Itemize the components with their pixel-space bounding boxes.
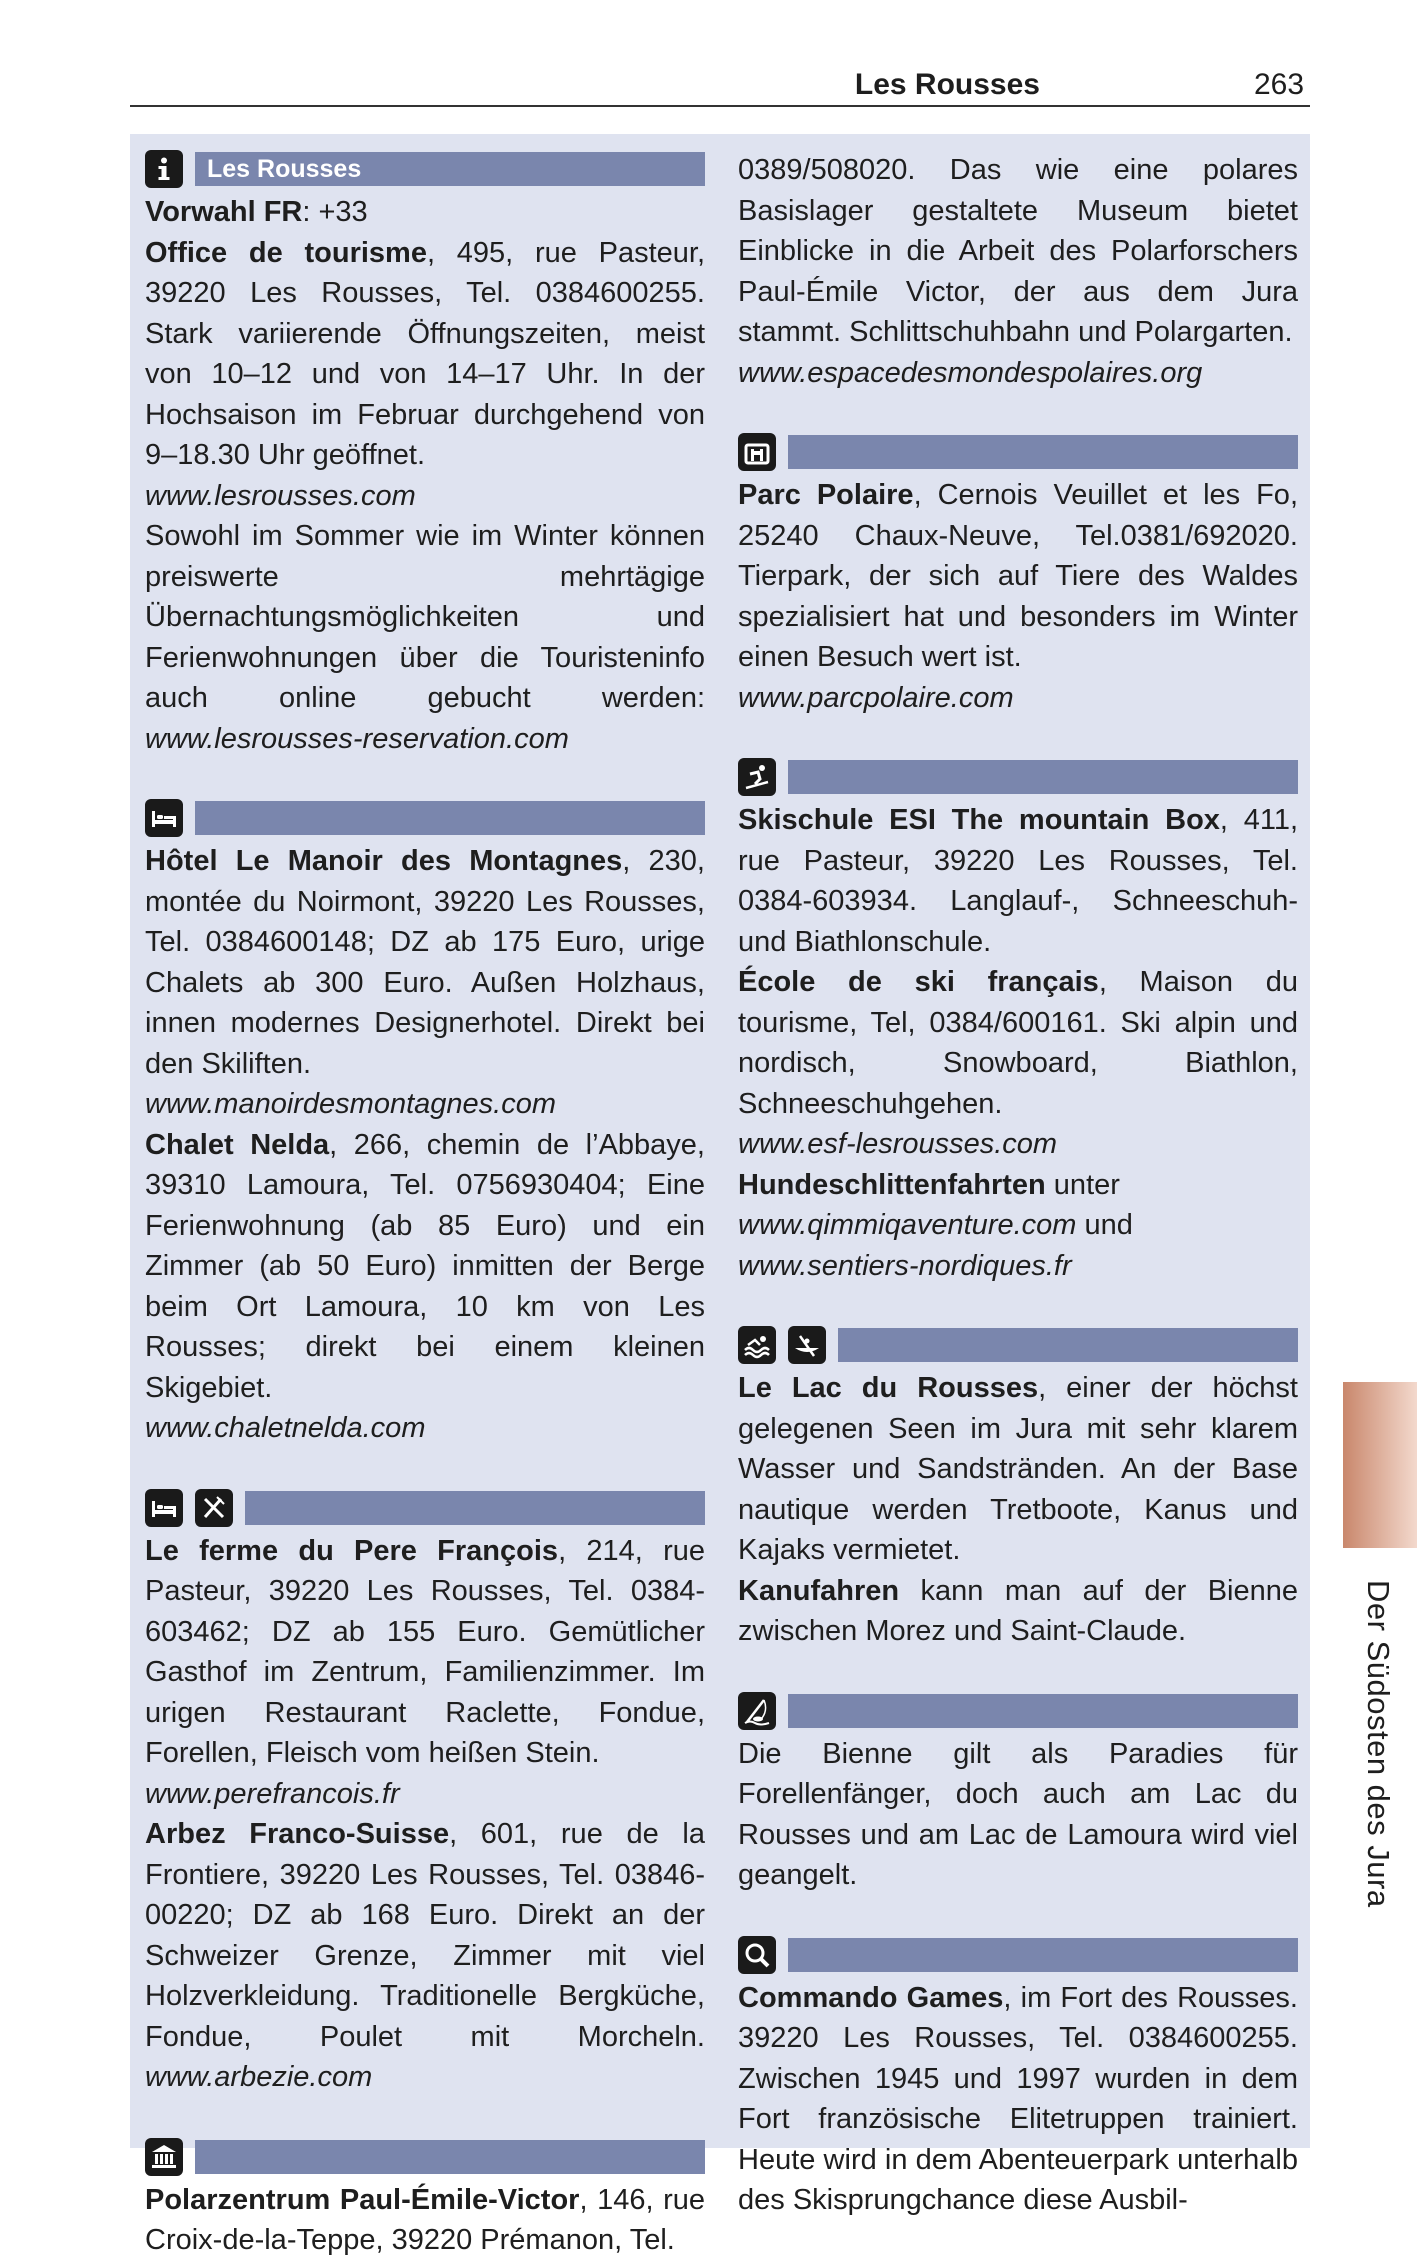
magnifier-icon [738, 1936, 776, 1974]
museum-text: Polarzentrum Paul-Émile-Victor, 146, rue Croix-de-la-Teppe, 39220 Prémanon, Tel. [145, 2183, 705, 2256]
link[interactable]: www.manoirdesmontagnes.com [145, 1088, 557, 1120]
museum-continued-text: 0389/508020. Das wie eine polares Basislager gestaltete Museum bietet Einblicke in die Arbeit des Polarforschers Paul-Émile Victor, der aus dem Jura stammt. Schlittschuhbahn und Polargarten. www.espacedesmondespolaires.org [738, 154, 1298, 389]
link[interactable]: www.parcpolaire.com [738, 681, 1014, 714]
page-number: 263 [1254, 68, 1305, 101]
section-bar-fishing [738, 1692, 1298, 1730]
fishing-icon [738, 1692, 776, 1730]
link[interactable]: www.arbezie.com [145, 2061, 373, 2093]
section-bar-info [145, 150, 705, 188]
section-bar-games [738, 1936, 1298, 1974]
link[interactable]: www.esf-lesrousses.com [738, 1128, 1058, 1160]
ski-text: Skischule ESI The mountain Box, 411, rue Pasteur, 39220 Les Rousses, Tel. 0384-603934. Langlauf-, Schneeschuh- und Biathlonschule. École de ski français, Maison du tourisme, Tel, 0384/600161. Ski alpin und nordisch, Snowboard, Biathlon, Schneeschuhgehen. www.esf-lesrousses.com Hundeschlittenfahrten unter www.qimmiqaventure.com und www.sentiers-nordiques.fr [738, 804, 1299, 1282]
hotel-food-text: Le ferme du Pere François, 214, rue Pasteur, 39220 Les Rousses, Tel. 0384-603462; DZ ab 155 Euro. Gemütlicher Gasthof im Zentrum, Familienzimmer. Im urigen Restaurant Raclette, Fondue, Forellen, Fleisch vom heißen Stein. www.perefrancois.fr Arbez Franco-Suisse, 601, rue de la Frontiere, 39220 Les Rousses, Tel. 03846-00220; DZ ab 168 Euro. Direkt an der Schweizer Grenze, Zimmer mit viel Holzverkleidung. Traditionelle Bergküche, Fondue, Poulet mit Morcheln. www.arbezie.com [145, 1534, 705, 2093]
bed-icon [145, 1489, 183, 1527]
chapter-side-label: Der Südosten des Jura [1361, 1580, 1396, 1908]
info-text: Vorwahl FR: +33 Office de tourisme, 495, rue Pasteur, 39220 Les Rousses, Tel. 0384600255. Stark variierende Öffnungszeiten, meist von 10–12 und von 14–17 Uhr. In der Hochsaison im Februar durchgehend von 9–18.30 Uhr geöffnet. www.lesrousses.com Sowohl im Sommer wie im Winter können preiswerte mehrtägige Übernachtungsmöglichkeiten und Ferienwohnungen über die Touristeninfo auch online gebucht werden: www.lesrousses-reservation.com [145, 196, 706, 755]
hotel-text: Hôtel Le Manoir des Montagnes, 230, montée du Noirmont, 39220 Les Rousses, Tel. 0384600148; DZ ab 175 Euro, urige Chalets ab 300 Euro. Außen Holzhaus, innen modernes Designerhotel. Direkt bei den Skiliften. www.manoirdesmontagnes.com Chalet Nelda, 266, chemin de l’Abbaye, 39310 Lamoura, Tel. 0756930404; Eine Ferienwohnung (ab 85 Euro) und ein Zimmer (ab 50 Euro) inmitten der Berge beim Ort Lamoura, 10 km von Les Rousses; direkt bei einem kleinen Skigebiet. www.chaletnelda.com [145, 845, 705, 1444]
running-header-title: Les Rousses [854, 68, 1040, 101]
swimming-icon [738, 1326, 776, 1364]
right-column [738, 150, 1298, 2221]
ski-icon [738, 758, 776, 796]
link[interactable]: www.chaletnelda.com [145, 1412, 426, 1444]
section-bar-zoo [738, 433, 1298, 471]
section-bar-museum [145, 2138, 705, 2176]
zoo-icon [738, 433, 776, 471]
zoo-text: Parc Polaire, Cernois Veuillet et les Fo, 25240 Chaux-Neuve, Tel.0381/692020. Tierpark, der sich auf Tiere des Waldes spezialisiert hat und besonders im Winter einen Besuch wert ist. www.parcpolaire.com [738, 479, 1298, 714]
info-icon [145, 150, 183, 188]
link[interactable]: www.perefrancois.fr [145, 1777, 400, 1810]
link[interactable]: www.qimmiqaventure.com [738, 1209, 1077, 1241]
left-column [145, 150, 705, 2261]
lake-text: Le Lac du Rousses, einer der höchst gelegenen Seen im Jura mit sehr klarem Wasser und Sandstränden. An der Base nautique werden Tretboote, Kanus und Kajaks vermietet. Kanufahren kann man auf der Bienne zwischen Morez und Saint-Claude. [738, 1372, 1298, 1647]
chapter-thumb-tab [1343, 1382, 1417, 1548]
section-bar-hotel-food [145, 1489, 705, 1527]
museum-icon [145, 2138, 183, 2176]
section-bar-hotels [145, 799, 705, 837]
cutlery-icon [195, 1489, 233, 1527]
header-rule [130, 105, 1310, 107]
fishing-text: Die Bienne gilt als Paradies für Forellenfänger, doch auch am Lac du Rousses und am Lac de Lamoura wird viel geangelt. [738, 1737, 1298, 1891]
games-text: Commando Games, im Fort des Rousses. 39220 Les Rousses, Tel. 0384600255. Zwischen 1945 und 1997 wurden in dem Fort französische Elitetruppen trainiert. Heute wird in dem Abenteuerpark unterhalb des Skisprungchance diese Ausbil- [738, 1981, 1298, 2216]
link[interactable]: www.sentiers-nordiques.fr [738, 1249, 1072, 1282]
canoe-icon [788, 1326, 826, 1364]
link[interactable]: www.espacedesmondespolaires.org [738, 356, 1203, 389]
section-bar-lake [738, 1326, 1298, 1364]
link[interactable]: www.lesrousses.com [145, 479, 416, 512]
section-title: Les Rousses [195, 152, 705, 186]
link[interactable]: www.lesrousses-reservation.com [145, 722, 569, 755]
bed-icon [145, 799, 183, 837]
section-bar-ski [738, 758, 1298, 796]
